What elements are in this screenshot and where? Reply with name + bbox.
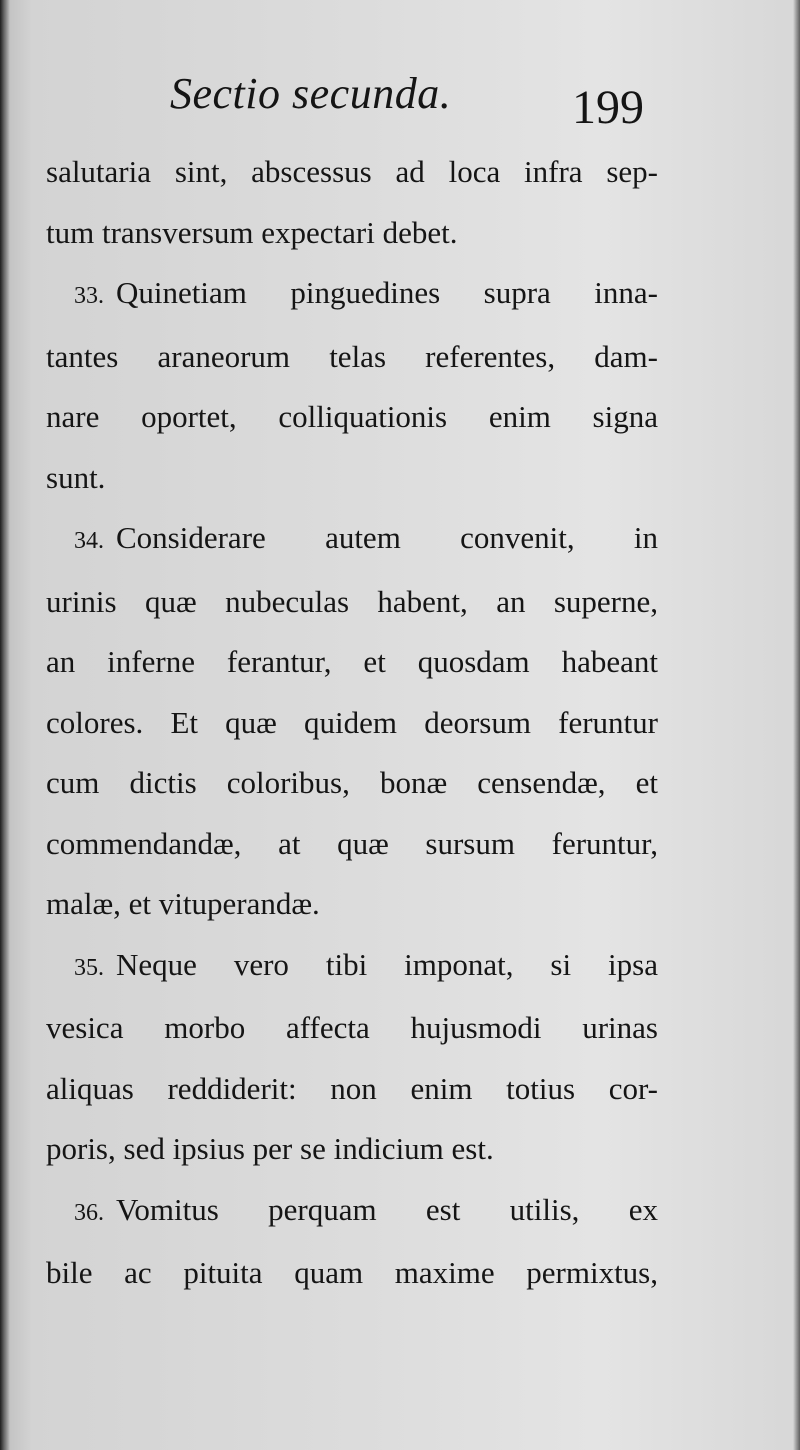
text-line: bile ac pituita quam maxime permixtus, <box>46 1255 658 1290</box>
text-line: malæ, et vituperandæ. <box>46 886 320 921</box>
text-line: urinis quæ nubeculas habent, an superne, <box>46 583 658 619</box>
text-line: commendandæ, at quæ sursum feruntur, <box>46 825 658 861</box>
text-line: nare oportet, colliquationis enim signa <box>46 399 658 434</box>
text-line: sunt. <box>46 459 106 495</box>
page-number: 199 <box>572 81 644 134</box>
paragraph-number: 35. <box>74 954 104 981</box>
paragraph-number: 36. <box>74 1199 104 1226</box>
text-line: salutaria sint, abscessus ad loca infra sep- <box>46 154 658 189</box>
text-line: an inferne ferantur, et quosdam habeant <box>46 644 658 679</box>
running-title: Sectio secunda. <box>170 69 452 118</box>
text-line: tum transversum expectari debet. <box>46 214 458 250</box>
body-text <box>46 142 658 1304</box>
text-line: poris, sed ipsius per se indicium est. <box>46 1131 494 1166</box>
text-line: colores. Et quæ quidem deorsum feruntur <box>46 704 658 740</box>
text-line: aliquas reddiderit: non enim totius cor- <box>46 1070 658 1106</box>
text-line: 36. Vomitus perquam est utilis, ex <box>74 1191 658 1227</box>
text-line: 33. Quinetiam pinguedines supra inna- <box>74 275 658 310</box>
text-line: 34. Considerare autem convenit, in <box>74 520 658 555</box>
text-line: 35. Neque vero tibi imponat, si ipsa <box>74 946 658 982</box>
text-line: cum dictis coloribus, bonæ censendæ, et <box>46 765 658 800</box>
paragraph-number: 33. <box>74 283 104 309</box>
text-line: tantes araneorum telas referentes, dam- <box>46 338 658 374</box>
text-line: vesica morbo affecta hujusmodi urinas <box>46 1010 658 1045</box>
paragraph-number: 34. <box>74 528 104 554</box>
